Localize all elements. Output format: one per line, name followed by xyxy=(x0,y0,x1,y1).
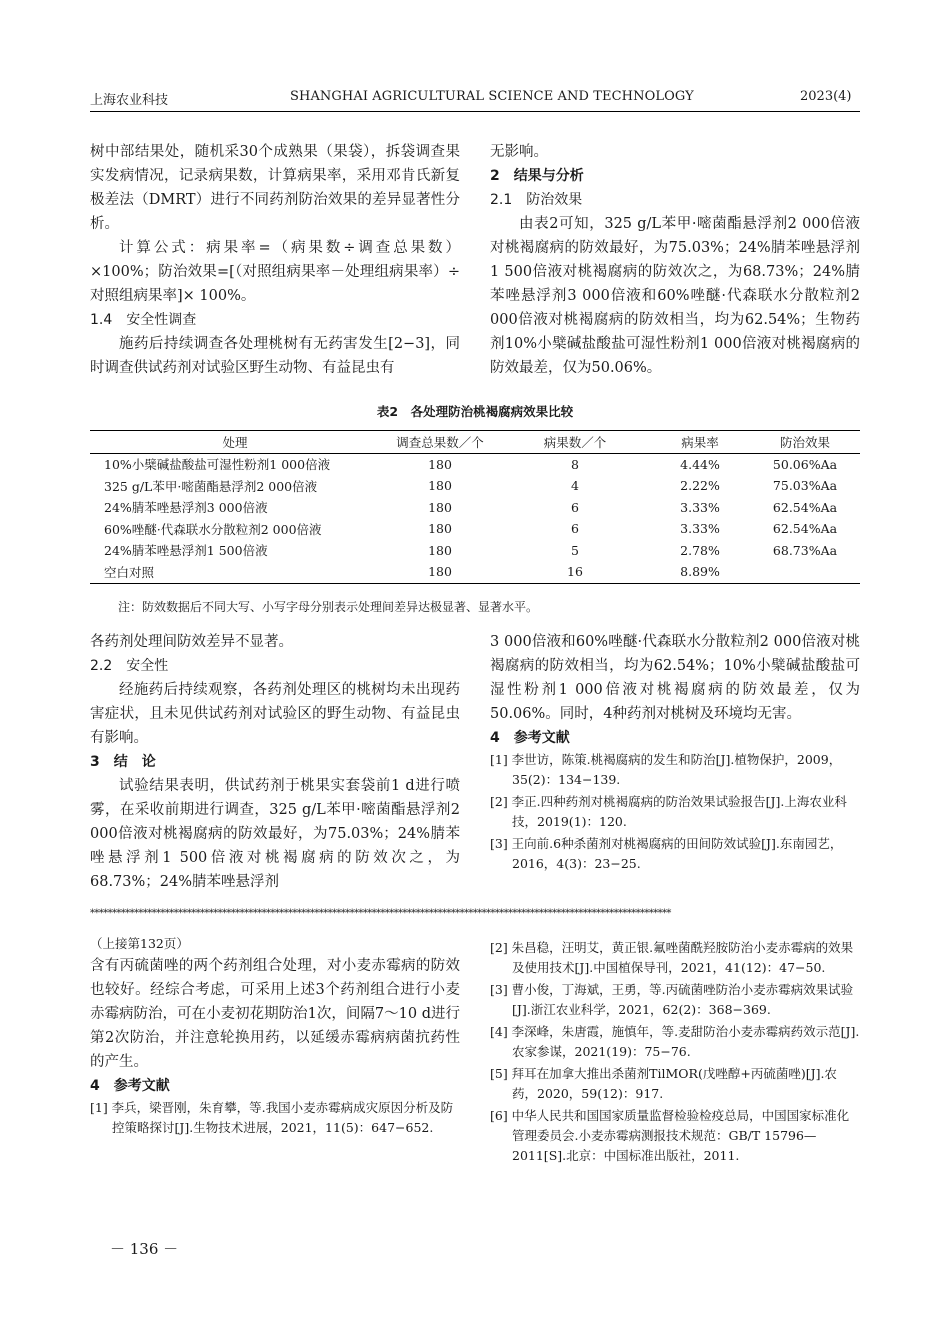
safety-survey-paragraph: 施药后持续调查各处理桃树有无药害发生[2−3]，同时调查供试药剂对试验区野生动物、有益昆虫有 xyxy=(90,336,460,376)
reference-item: [1] 李世访，陈策.桃褐腐病的发生和防治[J].植物保护，2009，35(2)：134−139. xyxy=(490,752,842,787)
cell-effect: 50.06%Aa xyxy=(772,456,838,472)
journal-name-en: SHANGHAI AGRICULTURAL SCIENCE AND TECHNOLOGY xyxy=(290,89,694,104)
section-2-1-heading: 2.1 防治效果 xyxy=(490,192,583,208)
table-row xyxy=(90,453,860,475)
reference-item: [3] 王向前.6种杀菌剂对桃褐腐病的田间防效试验[J].东南园艺，2016，4(3)：23−25. xyxy=(490,836,843,871)
formula-paragraph: 计算公式：病果率=（病果数÷调查总果数）×100%；防治效果=[（对照组病果率－处理组病果率）÷对照组病果率]× 100%。 xyxy=(90,240,460,304)
header-control-effect: 防治效果 xyxy=(750,431,860,454)
table-row xyxy=(90,518,860,540)
continued-from-label: （上接第132页） xyxy=(90,936,189,951)
reference-item: [6] 中华人民共和国国家质量监督检验检疫总局，中国国家标准化管理委员会.小麦赤霉病测报技术规范：GB/T 15796—2011[S].北京：中国标准出版社，2011. xyxy=(490,1108,850,1163)
cell-rate: 2.78% xyxy=(680,542,720,558)
header-rule xyxy=(90,111,860,112)
cell-rate: 4.44% xyxy=(680,456,720,472)
efficacy-paragraph: 由表2可知，325 g/L苯甲·嘧菌酯悬浮剂2 000倍液对桃褐腐病的防效最好，为75.03%；24%腈苯唑悬浮剂1 500倍液对桃褐腐病的防效次之，为68.73%；24%腈苯唑悬浮剂3 000倍液和60%唑醚·代森联水分散粒剂2 000倍液对桃褐腐病的防效相当，均为62.54%；生物药剂10%小檗碱盐酸盐可湿性粉剂1 000倍液对桃褐腐病的防效最差，仅为50.06%。 xyxy=(490,216,860,376)
left-middle-column xyxy=(90,630,460,894)
section-2-heading: 2 结果与分析 xyxy=(490,168,584,184)
cell-effect: 62.54%Aa xyxy=(772,521,838,537)
cell-diseased: 8 xyxy=(571,456,579,472)
reference-item: [1] 李兵，梁晋刚，朱育攀，等.我国小麦赤霉病成灾原因分析及防控策略探讨[J].生物技术进展，2021，11(5)：647−652. xyxy=(90,1100,454,1135)
references-heading: 4 参考文献 xyxy=(490,730,570,746)
header-treatment: 处理 xyxy=(90,431,380,454)
cell-treatment: 24%腈苯唑悬浮剂1 500倍液 xyxy=(104,543,268,559)
cell-total: 180 xyxy=(380,561,500,583)
cell-total: 180 xyxy=(428,542,452,558)
header-disease-rate: 病果率 xyxy=(650,431,750,454)
table-note: 注：防效数据后不同大写、小写字母分别表示处理间差异达极显著、显著水平。 xyxy=(118,600,539,614)
cell-diseased: 5 xyxy=(571,542,579,558)
conclusion-continued: 3 000倍液和60%唑醚·代森联水分散粒剂2 000倍液对桃褐腐病的防效相当，均为62.54%；10%小檗碱盐酸盐可湿性粉剂1 000倍液对桃褐腐病的防效最差，仅为50.06%。同时，4种药剂对桃树及环境均无害。 xyxy=(490,634,860,722)
conclusion-paragraph: 试验结果表明，供试药剂于桃果实套袋前1 d进行喷雾，在采收前期进行调查，325 g/L苯甲·嘧菌酯悬浮剂2 000倍液对桃褐腐病的防效最好，为75.03%；24%腈苯唑悬浮剂1 500倍液对桃褐腐病的防效次之，为68.73%；24%腈苯唑悬浮剂 xyxy=(90,778,460,890)
reference-item: [5] 拜耳在加拿大推出杀菌剂TilMOR(戊唑醇+丙硫菌唑)[J].农药，2020，59(12)：917. xyxy=(490,1066,837,1101)
table-row xyxy=(90,540,860,562)
wheat-paragraph: 含有丙硫菌唑的两个药剂组合处理，对小麦赤霉病的防效也较好。经综合考虑，可采用上述3个药剂组合进行小麦赤霉病防治，可在小麦初花期防治1次，间隔7～10 d进行第2次防治，并注意轮换用药，以延缓赤霉病病菌抗药性的产生。 xyxy=(90,958,460,1070)
cell-diseased: 16 xyxy=(500,561,650,583)
cell-effect: 62.54%Aa xyxy=(772,499,838,515)
cell-total: 180 xyxy=(428,456,452,472)
right-top-column xyxy=(490,140,860,380)
section-2-2-heading: 2.2 安全性 xyxy=(90,658,169,674)
header-diseased-fruits: 病果数／个 xyxy=(500,431,650,454)
table-header-row xyxy=(90,431,860,454)
cell-total: 180 xyxy=(428,521,452,537)
table-row xyxy=(90,561,860,583)
page-number: － 136 － xyxy=(110,1240,179,1258)
cell-total: 180 xyxy=(428,478,452,494)
cell-diseased: 6 xyxy=(571,521,579,537)
cell-diseased: 6 xyxy=(571,499,579,515)
lower-right-column xyxy=(490,938,860,1168)
table-row xyxy=(90,475,860,497)
issue-number: 2023(4) xyxy=(800,89,852,104)
article-separator: ************************************************************************************************************************************ xyxy=(90,908,671,919)
table-caption: 表2 各处理防治桃褐腐病效果比较 xyxy=(376,404,574,419)
right-middle-column xyxy=(490,630,860,876)
section-1-4-heading: 1.4 安全性调查 xyxy=(90,312,197,328)
references-heading-2: 4 参考文献 xyxy=(90,1078,170,1094)
cell-rate: 8.89% xyxy=(650,561,750,583)
table-row xyxy=(90,497,860,519)
reference-item: [3] 曹小俊，丁海斌，王勇，等.丙硫菌唑防治小麦赤霉病效果试验[J].浙江农业科学，2021，62(2)：368−369. xyxy=(490,982,854,1017)
header-total-fruits: 调查总果数／个 xyxy=(380,431,500,454)
method-paragraph: 树中部结果处，随机采30个成熟果（果袋），拆袋调查果实发病情况，记录病果数，计算病果率，采用邓肯氏新复极差法（DMRT）进行不同药剂防治效果的差异显著性分析。 xyxy=(90,144,460,232)
cell-total: 180 xyxy=(428,499,452,515)
lower-left-column xyxy=(90,934,460,1140)
continued-text: 各药剂处理间防效差异不显著。 xyxy=(90,634,293,650)
continued-text: 无影响。 xyxy=(490,144,548,160)
cell-treatment: 10%小檗碱盐酸盐可湿性粉剂1 000倍液 xyxy=(104,457,331,473)
cell-diseased: 4 xyxy=(571,478,579,494)
cell-rate: 3.33% xyxy=(680,499,720,515)
cell-rate: 2.22% xyxy=(680,478,720,494)
cell-treatment: 24%腈苯唑悬浮剂3 000倍液 xyxy=(104,500,268,516)
reference-item: [2] 朱昌稳，汪明艾，黄正银.氟唑菌酰羟胺防治小麦赤霉病的效果及使用技术[J].中国植保导刊，2021，41(12)：47−50. xyxy=(490,940,854,975)
cell-treatment: 空白对照 xyxy=(90,561,380,583)
section-3-heading: 3 结 论 xyxy=(90,754,156,770)
efficacy-table xyxy=(90,430,860,584)
cell-treatment: 325 g/L苯甲·嘧菌酯悬浮剂2 000倍液 xyxy=(104,478,318,494)
cell-treatment: 60%唑醚·代森联水分散粒剂2 000倍液 xyxy=(104,521,322,537)
reference-item: [2] 李正.四种药剂对桃褐腐病的防治效果试验报告[J].上海农业科技，2019(1)：120. xyxy=(490,794,847,829)
cell-rate: 3.33% xyxy=(680,521,720,537)
cell-effect: 75.03%Aa xyxy=(772,478,838,494)
safety-result-paragraph: 经施药后持续观察，各药剂处理区的桃树均未出现药害症状，且未见供试药剂对试验区的野生动物、有益昆虫有影响。 xyxy=(90,682,460,746)
reference-item: [4] 李深峰，朱唐霞，施慎年，等.麦甜防治小麦赤霉病药效示范[J].农家参谋，2021(19)：75−76. xyxy=(490,1024,860,1059)
journal-name-cn: 上海农业科技 xyxy=(90,93,169,108)
cell-effect: 68.73%Aa xyxy=(772,542,838,558)
left-top-column xyxy=(90,140,460,380)
cell-effect xyxy=(750,561,860,583)
